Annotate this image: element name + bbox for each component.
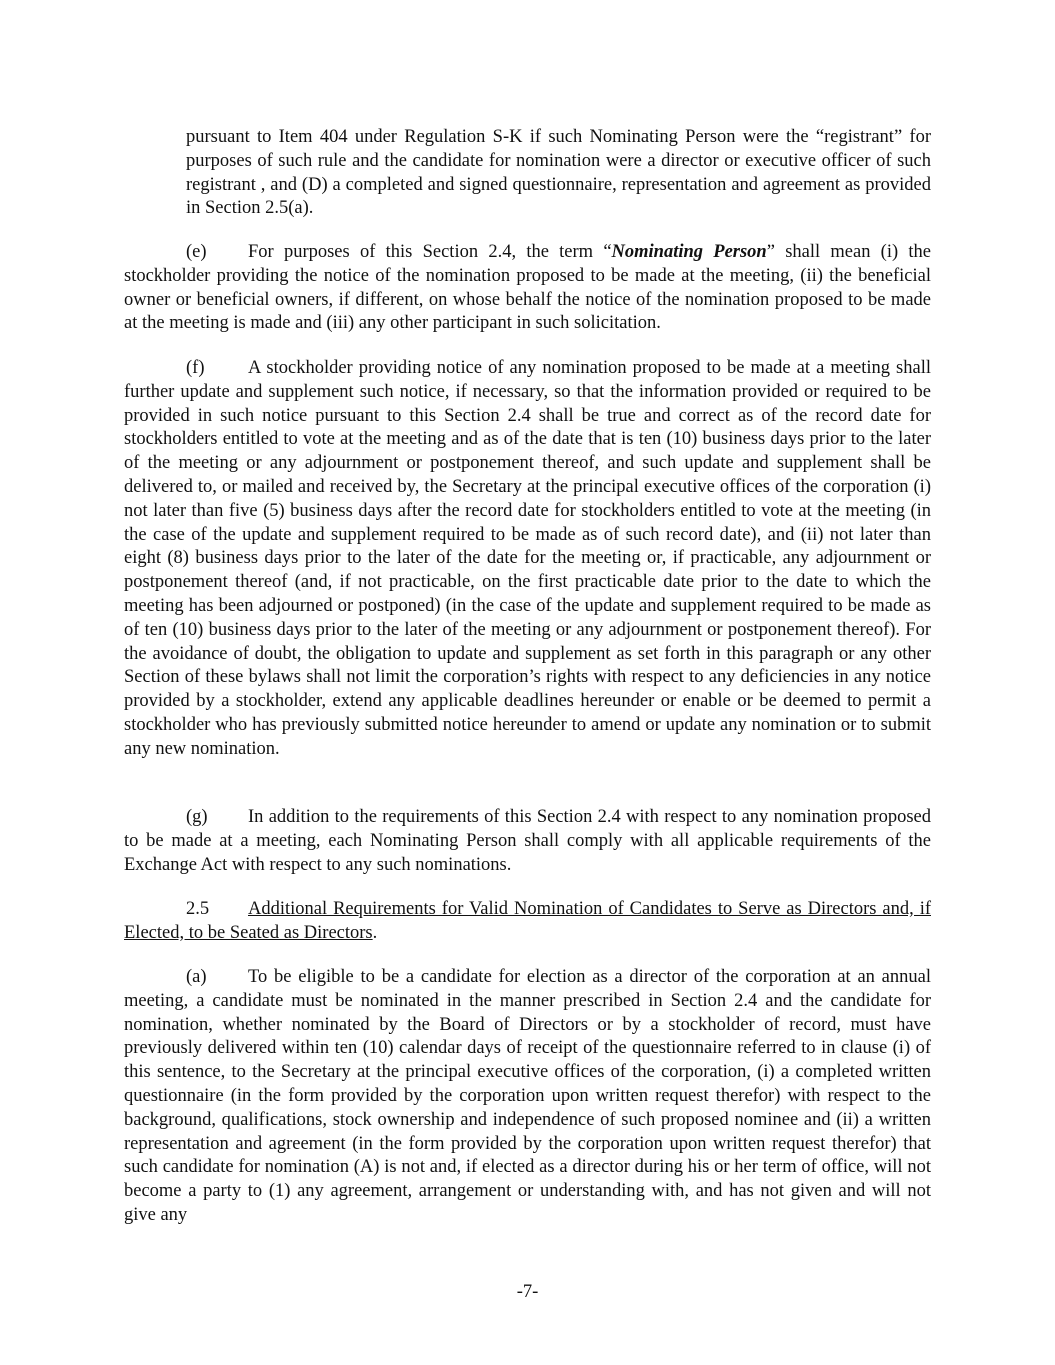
paragraph-text: In addition to the requirements of this Section 2.4 with respect to any nomination proposed to be made at a meeting, each Nominating Person shall comply with all applicable requirements of the Exchange Act with respect to any such nominations. (124, 807, 931, 875)
paragraph-text: For purposes of this Section 2.4, the term “ (248, 242, 612, 262)
heading-punctuation: . (372, 922, 378, 943)
paragraph-label: (f) (186, 358, 205, 378)
paragraph-label: (g) (186, 807, 208, 827)
paragraph-continuation (186, 126, 931, 221)
paragraph-g (124, 806, 931, 877)
paragraph-f (124, 357, 931, 762)
paragraph-text: ” shall mean (i) the stockholder providing the notice of the nomination proposed to be made at the meeting, (ii) the beneficial owner or beneficial owners, if different, on whose behalf the notice of the nomination proposed to be made at the meeting is made and (iii) any other participant in such solicitation. (124, 242, 931, 334)
section-number: 2.5 (186, 899, 210, 919)
section-2-5-heading (124, 898, 931, 946)
paragraph-e (124, 241, 931, 336)
paragraph-text: To be eligible to be a candidate for election as a director of the corporation at an annual meeting, a candidate must be nominated in the manner prescribed in Section 2.4 and the candidate for nomination, whether nominated by the Board of Directors or by a stockholder of record, must have previously delivered within ten (10) calendar days of receipt of the questionnaire referred to in clause (i) of this sentence, to the Secretary at the principal executive offices of the corporation, (i) a completed written questionnaire (in the form provided by the corporation upon written request therefor) with respect to the background, qualifications, stock ownership and independence of such proposed nominee and (ii) a written representation and agreement (in the form provided by the corporation upon written request therefor) that such candidate for nomination (A) is not and, if elected as a director during his or her term of office, will not become a party to (1) any agreement, arrangement or understanding with, and has not given and will not give any (124, 967, 931, 1225)
page-number: -7- (516, 1282, 539, 1302)
paragraph-label: (a) (186, 967, 207, 987)
paragraph-label: (e) (186, 242, 207, 262)
paragraph-text: A stockholder providing notice of any nomination proposed to be made at a meeting shall further update and supplement such notice, if necessary, so that the information provided or required to be provided in such notice pursuant to this Section 2.4 shall be true and correct as of the record date for stockholders entitled to vote at the meeting and as of the date that is ten (10) business days prior to the later of the meeting or any adjournment or postponement thereof, and such update and supplement shall be delivered to, or mailed and received by, the Secretary at the principal executive offices of the corporation (i) not later than five (5) business days after the record date for stockholders entitled to vote at the meeting (in the case of the update and supplement required to be made as of such record date), and (ii) not later than eight (8) business days prior to the later of the date for the meeting or, if practicable, any adjournment or postponement thereof (and, if not practicable, on the first practicable date prior to the date to which the meeting has been adjourned or postponed) (in the case of the update and supplement required to be made as of ten (10) business days prior to the later of the meeting or any adjournment or postponement thereof). For the avoidance of doubt, the obligation to update and supplement as set forth in this paragraph or any other Section of these bylaws shall not limit the corporation’s rights with respect to any deficiencies in any notice provided by a stockholder, extend any applicable deadlines hereunder or enable or be deemed to permit a stockholder who has previously submitted notice hereunder to amend or update any nomination or to submit any new nomination. (124, 358, 931, 759)
defined-term: Nominating Person (611, 242, 767, 262)
paragraph-text: pursuant to Item 404 under Regulation S-K if such Nominating Person were the “registrant” for purposes of such rule and the candidate for nomination were a director or executive officer of such registrant , and (D) a completed and signed questionnaire, representation and agreement as provided in Section 2.5(a). (186, 127, 931, 219)
paragraph-a (124, 966, 931, 1228)
section-heading: Additional Requirements for Valid Nomination of Candidates to Serve as Directors and, if Elected, to be Seated as Directors (124, 899, 931, 943)
